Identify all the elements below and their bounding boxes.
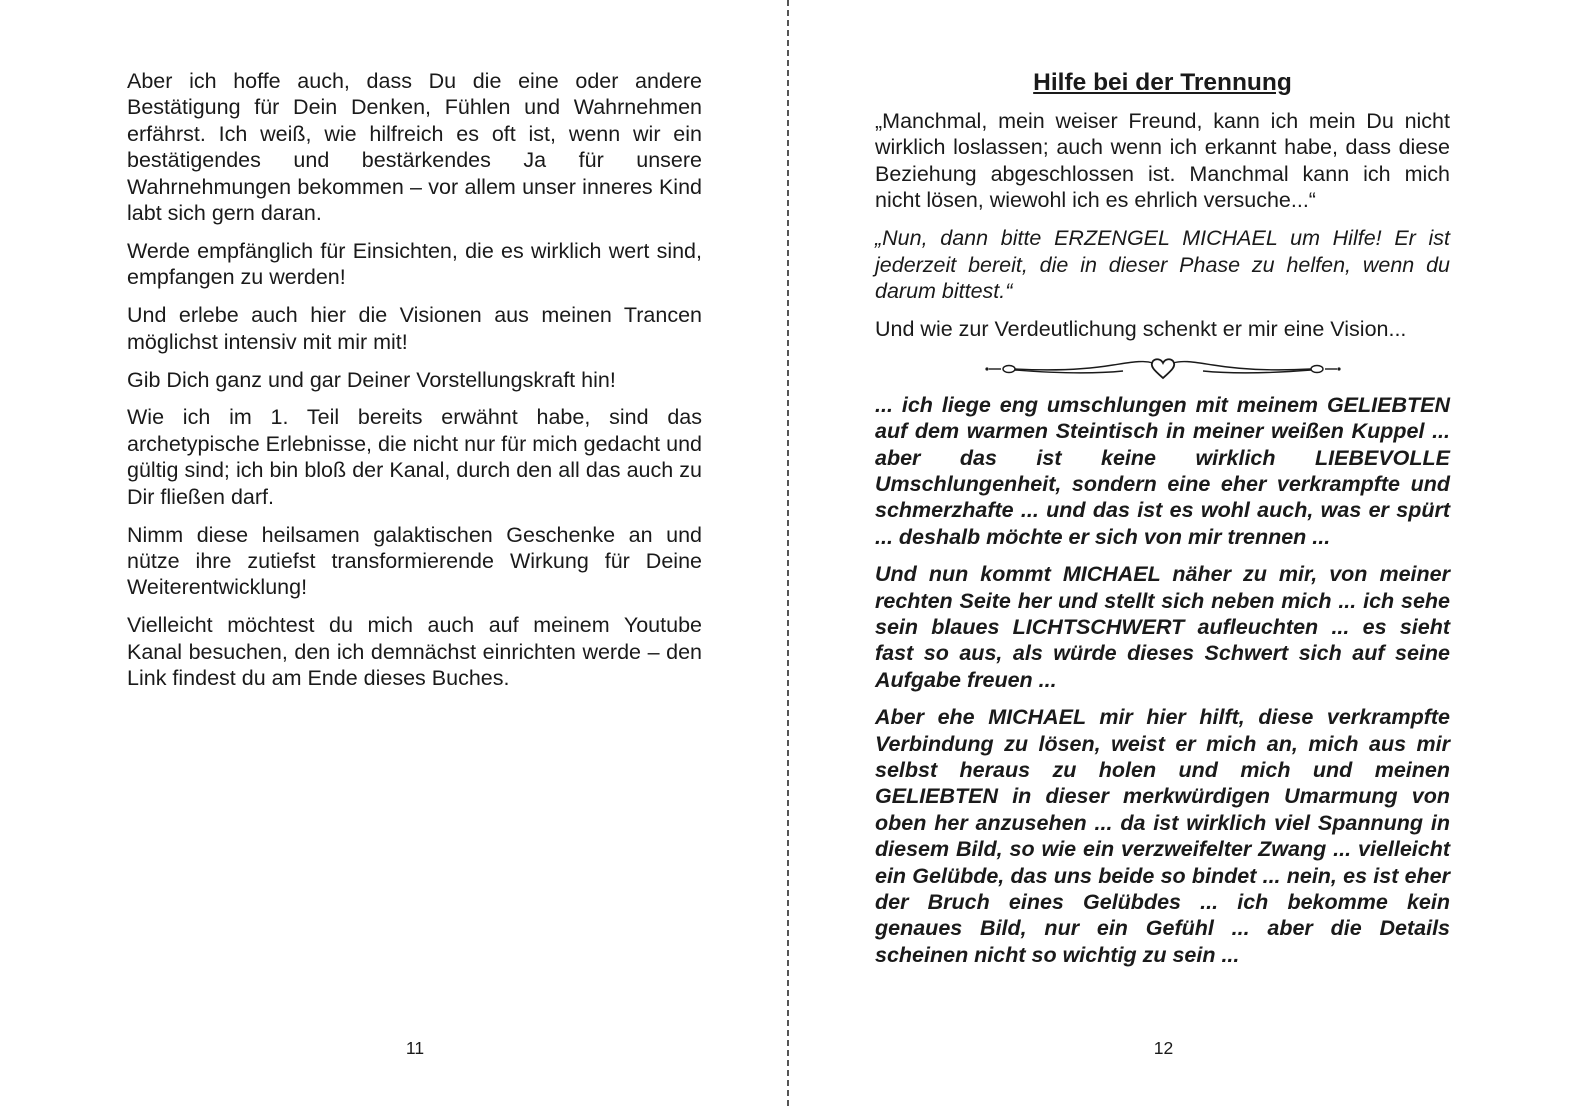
vision-paragraph: ... ich liege eng umschlungen mit meinem GELIEBTEN auf dem warmen Steintisch in meiner weißen Kuppel ... aber das ist keine wirklich LIEBEVOLLE Umschlungenheit, sondern eine eher verkrampfte und schmerzhafte ... und das ist es wohl auch, was er spürt ... deshalb möchte er sich von mir trennen ... [875,392,1450,549]
paragraph: Werde empfänglich für Einsichten, die es wirklich wert sind, empfangen zu werden! [127,238,702,290]
paragraph: Gib Dich ganz und gar Deiner Vorstellungskraft hin! [127,367,616,392]
right-page [790,0,1573,1106]
vision-paragraph: Aber ehe MICHAEL mir hier hilft, diese verkrampfte Verbindung zu lösen, weist er mich an, mich aus mir selbst heraus zu holen und mich und meinen GELIEBTEN in dieser merkwürdigen Umarmung von oben her anzusehen ... da ist wirklich viel Spannung in diesem Bild, so wie ein verzweifelter Zwang ... vielleicht ein Gelübde, das uns beide so bindet ... nein, es ist eher der Bruch eines Gelübdes ... ich bekomme kein genaues Bild, nur ein Gefühl ... aber die Details scheinen nicht so wichtig zu sein ... [875,705,1450,967]
right-page-body [875,68,1450,979]
paragraph: Vielleicht möchtest du mich auch auf meinem Youtube Kanal besuchen, den ich demnächst einrichten werde – den Link findest du am Ende dieses Buches. [127,613,702,691]
question-paragraph: „Manchmal, mein weiser Freund, kann ich mein Du nicht wirklich loslassen; auch wenn ich erkannt habe, dass diese Beziehung abgeschlossen ist. Manchmal kann ich mich nicht lösen, wiewohl ich es ehrlich versuche...“ [875,109,1450,213]
left-page-body [127,68,702,703]
page-number-right: 12 [1153,1038,1174,1058]
intro-paragraph: Und wie zur Verdeutlichung schenkt er mir eine Vision... [875,316,1407,341]
paragraph: Nimm diese heilsamen galaktischen Geschenke an und nütze ihre zutiefst transformierende Wirkung für Deine Weiterentwicklung! [127,522,702,600]
heart-divider-icon [983,354,1343,384]
chapter-title: Hilfe bei der Trennung [1033,69,1292,96]
paragraph: Wie ich im 1. Teil bereits erwähnt habe, sind das archetypische Erlebnisse, die nicht nur für mich gedacht und gültig sind; ich bin bloß der Kanal, durch den all das auch zu Dir fließen darf. [127,405,702,509]
paragraph: Und erlebe auch hier die Visionen aus meinen Trancen möglichst intensiv mit mir mit! [127,303,702,354]
page-number-left: 11 [405,1038,425,1058]
paragraph: Aber ich hoffe auch, dass Du die eine oder andere Bestätigung für Dein Denken, Fühlen und Wahrnehmen erfährst. Ich weiß, wie hilfreich es oft ist, wenn wir ein bestätigendes und bestärkendes Ja für unsere Wahrnehmungen bekommen – vor allem unser inneres Kind labt sich gern daran. [127,69,702,226]
page-divider [787,0,789,1106]
left-page [0,0,786,1106]
vision-paragraph: Und nun kommt MICHAEL näher zu mir, von meiner rechten Seite her und stellt sich neben mich ... ich sehe sein blaues LICHTSCHWERT aufleuchten ... es sieht fast so aus, als würde dieses Schwert sich auf seine Aufgabe freuen ... [875,562,1450,692]
answer-paragraph: „Nun, dann bitte ERZENGEL MICHAEL um Hilfe! Er ist jederzeit bereit, die in dieser Phase zu helfen, wenn du darum bittest.“ [875,226,1450,303]
